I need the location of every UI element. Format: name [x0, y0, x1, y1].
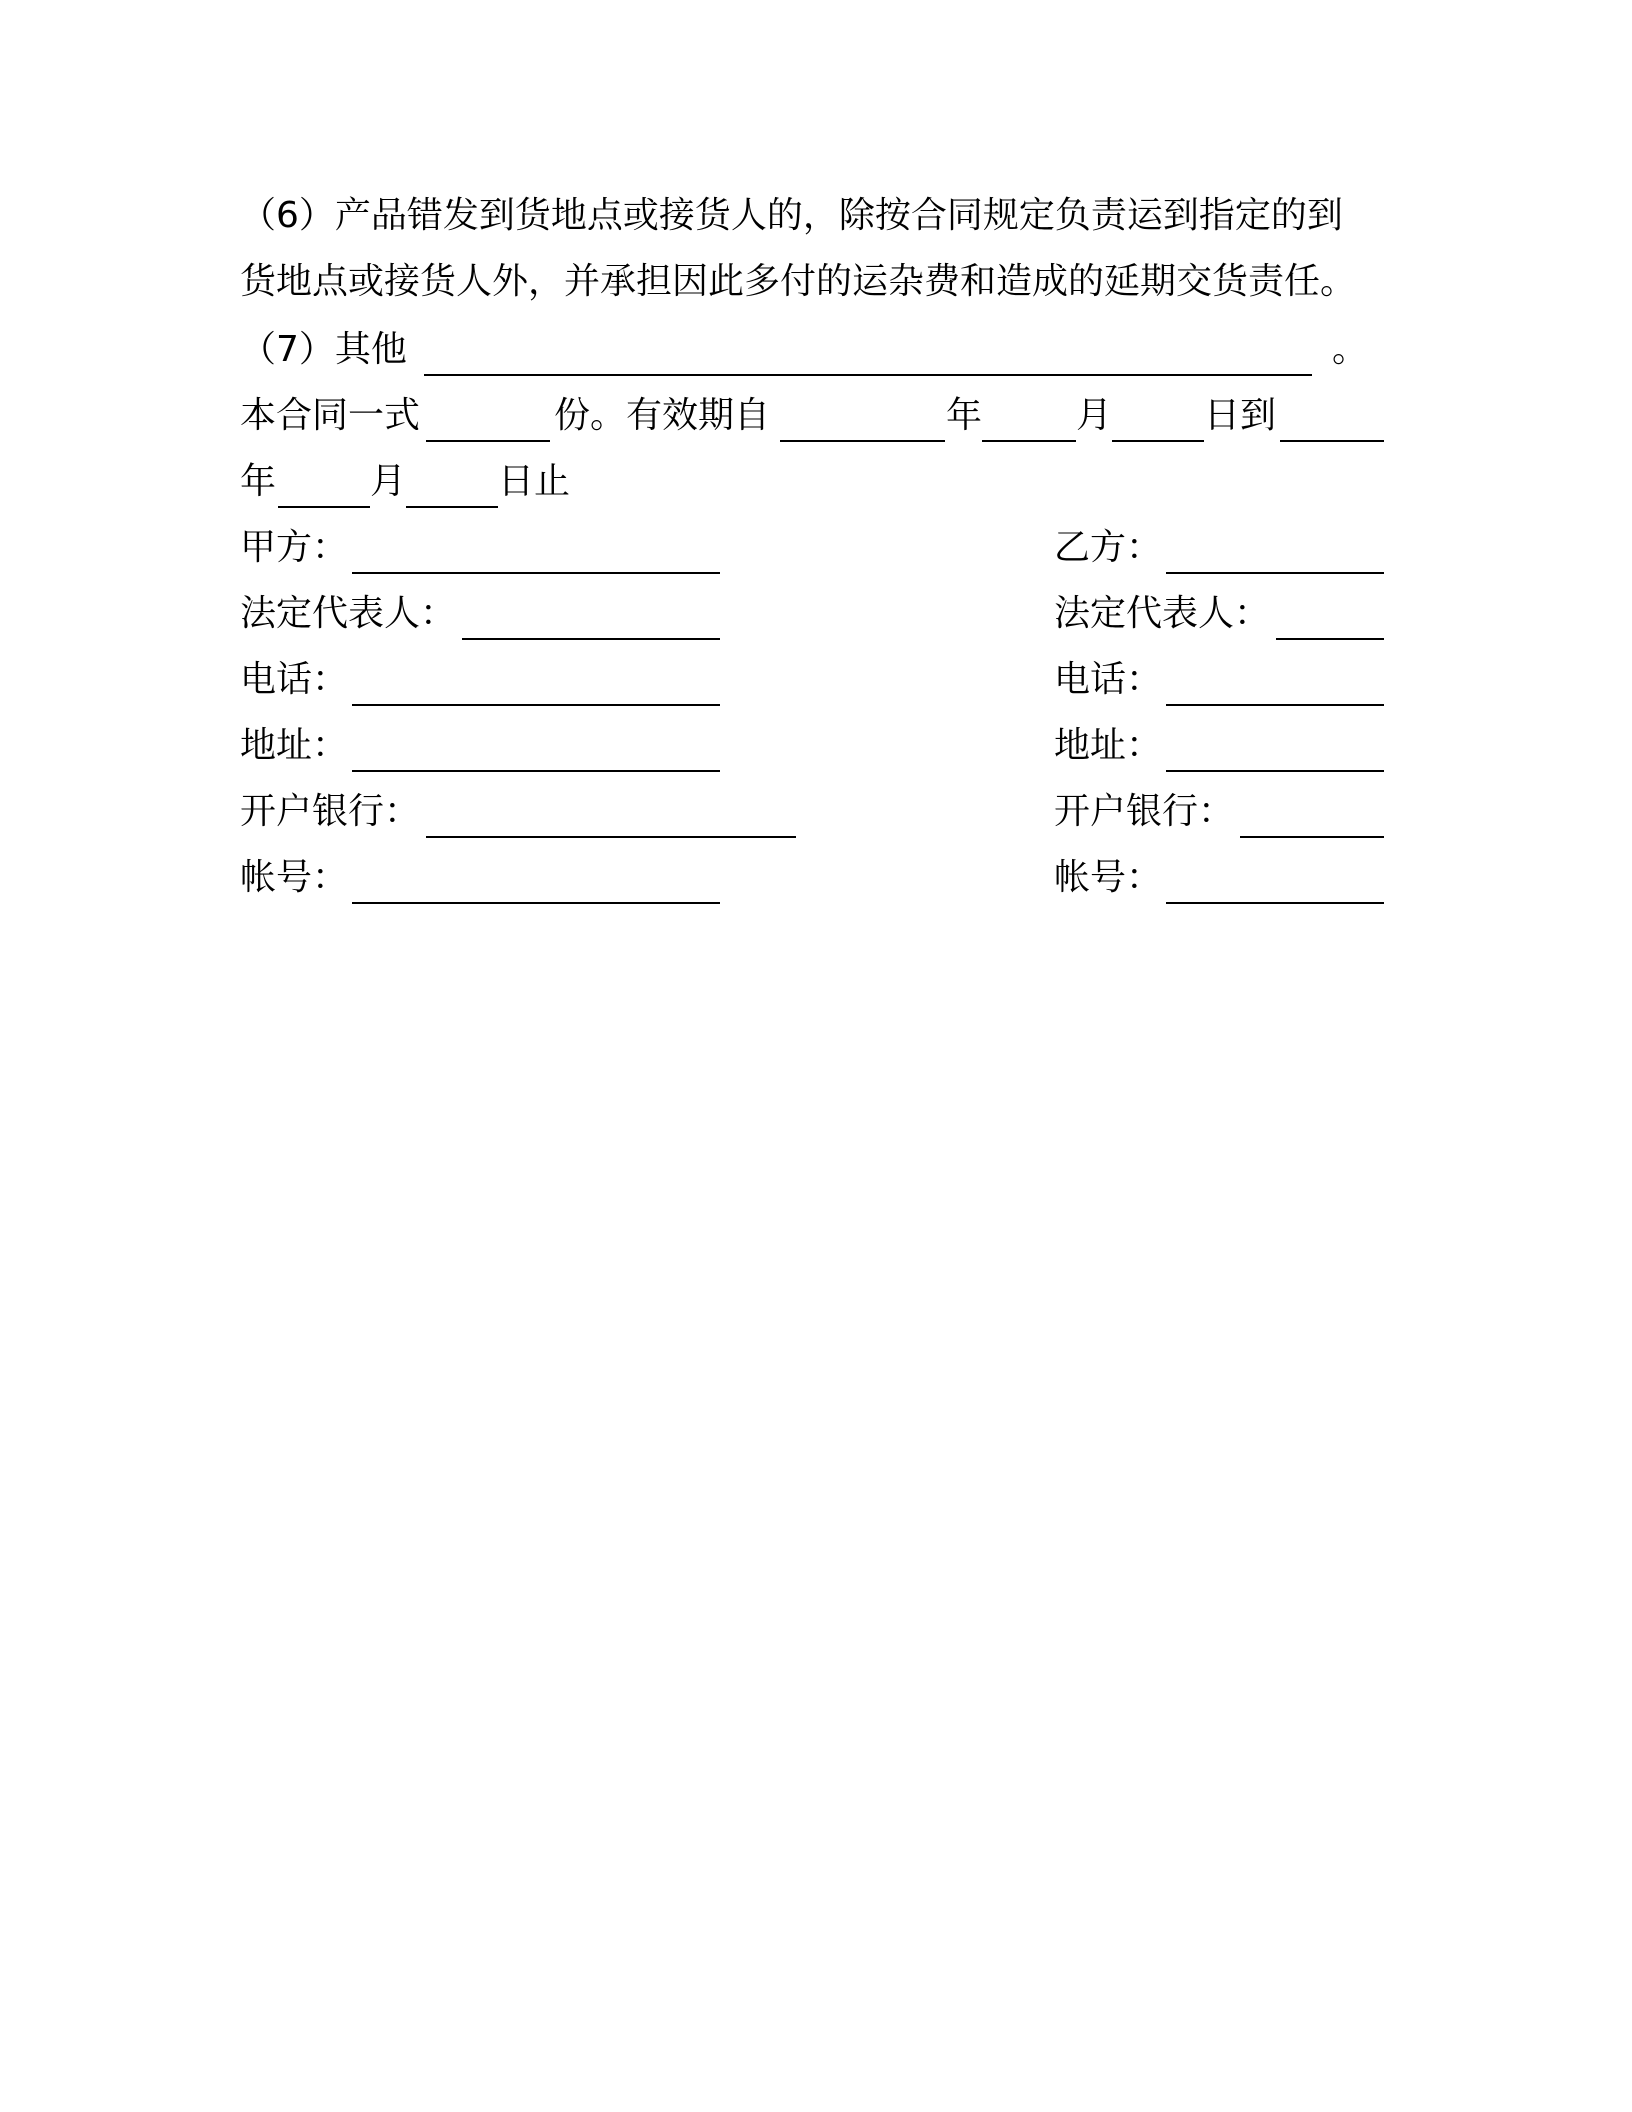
party-a-address-blank[interactable] [352, 770, 720, 772]
party-b-phone-blank[interactable] [1166, 704, 1384, 706]
validity-line-2 [240, 462, 1385, 502]
party-b-address-blank[interactable] [1166, 770, 1384, 772]
start-year-label: 年 [946, 395, 983, 436]
party-a-name-blank[interactable] [352, 572, 720, 574]
end-month-blank[interactable] [278, 506, 370, 508]
end-year-blank-start[interactable] [1280, 440, 1384, 442]
party-b-bank-label: 开户银行： [1054, 791, 1235, 832]
party-b-legal-rep-label: 法定代表人： [1054, 593, 1271, 634]
end-month-label: 月 [370, 461, 407, 502]
party-a-account-label: 帐号： [240, 857, 349, 898]
clause-6-line-1 [240, 196, 1385, 236]
party-a-name-label: 甲方： [240, 527, 349, 568]
clause-7-label: （7）其他 [240, 329, 407, 370]
party-b-name-label: 乙方： [1054, 527, 1163, 568]
party-b-legal-rep-blank[interactable] [1276, 638, 1384, 640]
copies-blank[interactable] [426, 440, 550, 442]
validity-line-1 [240, 396, 1385, 436]
legal-rep-row [240, 594, 1385, 634]
party-name-row [240, 528, 1385, 568]
clause-6-text-2: 货地点或接货人外，并承担因此多付的运杂费和造成的延期交货责任。 [240, 261, 1357, 302]
phone-row [240, 660, 1385, 700]
start-day-to-label: 日到 [1204, 395, 1277, 436]
end-day-blank[interactable] [406, 506, 498, 508]
bank-row [240, 792, 1385, 832]
party-a-phone-label: 电话： [240, 659, 349, 700]
validity-copies-label: 本合同一式 [240, 395, 421, 436]
start-day-blank[interactable] [1112, 440, 1204, 442]
party-a-bank-label: 开户银行： [240, 791, 421, 832]
party-a-legal-rep-blank[interactable] [462, 638, 720, 640]
validity-period-label: 份。有效期自 [554, 395, 771, 436]
clause-7-line [240, 330, 1385, 370]
party-a-bank-blank[interactable] [426, 836, 796, 838]
party-a-phone-blank[interactable] [352, 704, 720, 706]
party-b-account-label: 帐号： [1054, 857, 1163, 898]
party-b-address-label: 地址： [1054, 725, 1163, 766]
clause-6-line-2 [240, 262, 1385, 302]
end-year-label: 年 [240, 461, 277, 502]
clause-7-other-blank[interactable] [424, 374, 1312, 376]
account-row [240, 858, 1385, 898]
party-b-name-blank[interactable] [1166, 572, 1384, 574]
address-row [240, 726, 1385, 766]
party-a-legal-rep-label: 法定代表人： [240, 593, 457, 634]
start-month-blank[interactable] [982, 440, 1076, 442]
start-month-label: 月 [1076, 395, 1113, 436]
clause-7-end-mark: 。 [1332, 329, 1369, 370]
party-b-phone-label: 电话： [1054, 659, 1163, 700]
party-a-address-label: 地址： [240, 725, 349, 766]
end-day-label: 日止 [498, 461, 571, 502]
start-year-blank[interactable] [780, 440, 945, 442]
party-b-account-blank[interactable] [1166, 902, 1384, 904]
party-a-account-blank[interactable] [352, 902, 720, 904]
party-b-bank-blank[interactable] [1240, 836, 1384, 838]
clause-6-text-1: （6）产品错发到货地点或接货人的，除按合同规定负责运到指定的到 [240, 195, 1343, 236]
